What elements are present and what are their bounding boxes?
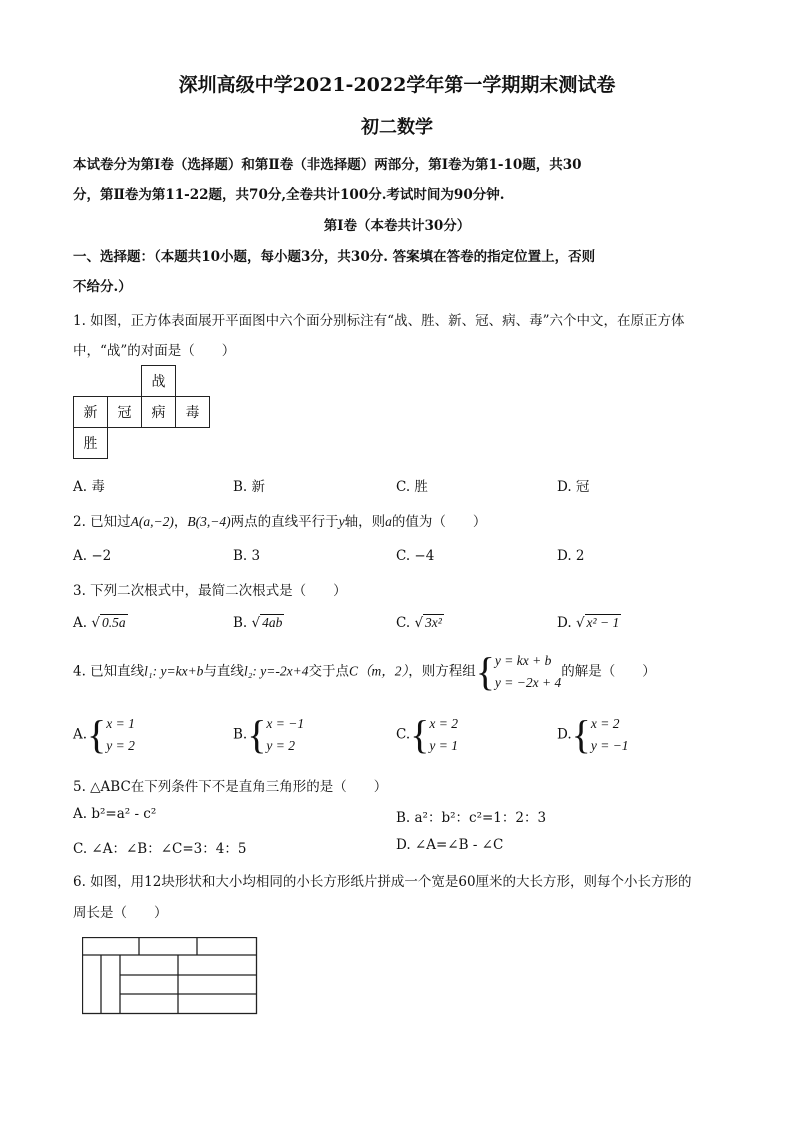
- net-cell-top: 战: [142, 366, 176, 397]
- option-label: B.: [233, 615, 248, 631]
- q4-text: 与直线: [203, 663, 244, 680]
- equation-system: [495, 650, 561, 694]
- sqrt-icon: √: [251, 615, 261, 631]
- sqrt-icon: √: [91, 615, 100, 631]
- sqrt-icon: √: [414, 615, 424, 631]
- q5-stem: 5. △ABC在下列条件下不是直角三角形的是（ ）: [73, 779, 388, 795]
- q3-option-b: [233, 615, 284, 631]
- net-cell: 新: [74, 397, 108, 428]
- eq-x: x = −1: [266, 716, 305, 731]
- q4-text: 4. 已知直线: [73, 663, 145, 680]
- q2-stem: [73, 510, 486, 530]
- radicand: 4ab: [262, 615, 283, 630]
- q4-text: ，则方程组: [408, 663, 476, 680]
- option-label: C.: [396, 726, 411, 743]
- q3-option-d: [557, 615, 621, 631]
- point-b: B(3,−4): [187, 514, 231, 529]
- eq-x: x = 2: [429, 716, 458, 731]
- q2-sep: ，: [173, 514, 188, 530]
- q4-stem: [73, 650, 656, 694]
- q2-text: 的值为（ ）: [391, 514, 487, 530]
- q1-option-c: C. 胜: [396, 479, 428, 495]
- eq-x: x = 1: [106, 716, 135, 731]
- solution: [429, 713, 458, 757]
- net-cell: 病: [142, 397, 176, 428]
- solution: [266, 713, 304, 757]
- q6-line-2: 周长是（ ）: [73, 905, 168, 921]
- q4-option-a: [73, 713, 135, 757]
- q1-option-b: B. 新: [233, 479, 266, 495]
- net-cell-bottom: 胜: [74, 428, 108, 459]
- sqrt-icon: √: [575, 615, 585, 631]
- brace-icon: {: [571, 712, 591, 757]
- q1-line-2: 中，“战”的对面是（ ）: [73, 343, 236, 359]
- intro-line-1: 本试卷分为第Ⅰ卷（选择题）和第Ⅱ卷（非选择题）两部分，第Ⅰ卷为第1-10题，共30: [73, 157, 582, 173]
- option-label: A.: [73, 726, 88, 743]
- q2-text: 两点的直线平行于: [230, 514, 339, 530]
- brace-icon: {: [247, 712, 267, 757]
- equation: y = −2x + 4: [494, 675, 562, 690]
- equation: y = kx + b: [494, 653, 552, 668]
- option-label: A.: [73, 615, 88, 631]
- exam-title: 深圳高级中学2021-2022学年第一学期期末测试卷: [178, 74, 616, 96]
- q2-text: 2. 已知过: [73, 514, 131, 530]
- solution: [591, 713, 629, 757]
- q2-option-b: B. 3: [233, 548, 261, 564]
- q5-option-a: A. b²=a² - c²: [73, 806, 157, 822]
- intro-line-2: 分，第Ⅱ卷为第11-22题，共70分,全卷共计100分.考试时间为90分钟.: [73, 187, 505, 203]
- q3-option-c: [396, 615, 444, 631]
- section1-heading: 一、选择题：（本题共10小题，每小题3分，共30分. 答案填在答卷的指定位置上，否则: [73, 249, 596, 265]
- q3-option-a: [73, 615, 128, 631]
- eq-y: y = −1: [590, 738, 629, 753]
- eq-y: y = 2: [106, 738, 135, 753]
- q6-line-1: 6. 如图，用12块形状和大小均相同的小长方形纸片拼成一个宽是60厘米的大长方形，则每个小长方形的: [73, 874, 692, 890]
- var-a: a: [385, 514, 392, 529]
- option-label: D.: [557, 726, 572, 743]
- option-label: B.: [233, 726, 248, 743]
- part1-title: 第Ⅰ卷（本卷共计30分）: [323, 218, 471, 234]
- cube-net: [73, 365, 210, 459]
- q4-text: 交于点: [308, 663, 349, 680]
- q4-option-b: [233, 713, 304, 757]
- rectangle-tiling-figure: [82, 937, 262, 1017]
- brace-icon: {: [475, 649, 495, 694]
- option-label: D.: [557, 615, 572, 631]
- eq-y: y = 2: [266, 738, 296, 753]
- option-label: C.: [396, 615, 411, 631]
- axis-y: y: [338, 514, 345, 529]
- eq-y: y = 1: [429, 738, 458, 753]
- q1-line-1: 1. 如图，正方体表面展开平面图中六个面分别标注有“战、胜、新、冠、病、毒”六个中文，在原正方体: [73, 313, 685, 329]
- q4-text: 的解是（ ）: [561, 663, 656, 680]
- q5-option-d: D. ∠A=∠B - ∠C: [396, 837, 504, 853]
- exam-subtitle: 初二数学: [361, 117, 433, 138]
- q2-option-d: D. 2: [557, 548, 585, 564]
- line-l1: l₁: y=kx+b: [144, 663, 204, 679]
- eq-x: x = 2: [590, 716, 620, 731]
- point-c: C（m，2）: [348, 663, 409, 679]
- q5-option-c: C. ∠A：∠B：∠C=3：4：5: [73, 841, 247, 857]
- q2-option-c: C. −4: [396, 548, 435, 564]
- brace-icon: {: [87, 712, 107, 757]
- line-l2: l₂: y=-2x+4: [243, 663, 309, 679]
- section1-heading-cont: 不给分.）: [73, 279, 132, 295]
- q1-option-a: A. 毒: [73, 479, 105, 495]
- q4-option-c: [396, 713, 458, 757]
- net-cell: 冠: [108, 397, 142, 428]
- q2-text: 轴，则: [344, 514, 386, 530]
- q2-option-a: A. −2: [73, 548, 112, 564]
- radicand: 3x²: [425, 615, 442, 630]
- brace-icon: {: [410, 712, 430, 757]
- net-cell: 毒: [176, 397, 210, 428]
- point-a: A(a,−2): [130, 514, 174, 529]
- q5-option-b: B. a²：b²：c²=1：2：3: [396, 810, 547, 826]
- radicand: x² − 1: [586, 615, 620, 630]
- radicand: 0.5a: [101, 615, 126, 630]
- solution: [106, 713, 135, 757]
- q4-option-d: [557, 713, 629, 757]
- q1-option-d: D. 冠: [557, 479, 590, 495]
- q3-stem: 3. 下列二次根式中，最简二次根式是（ ）: [73, 583, 347, 599]
